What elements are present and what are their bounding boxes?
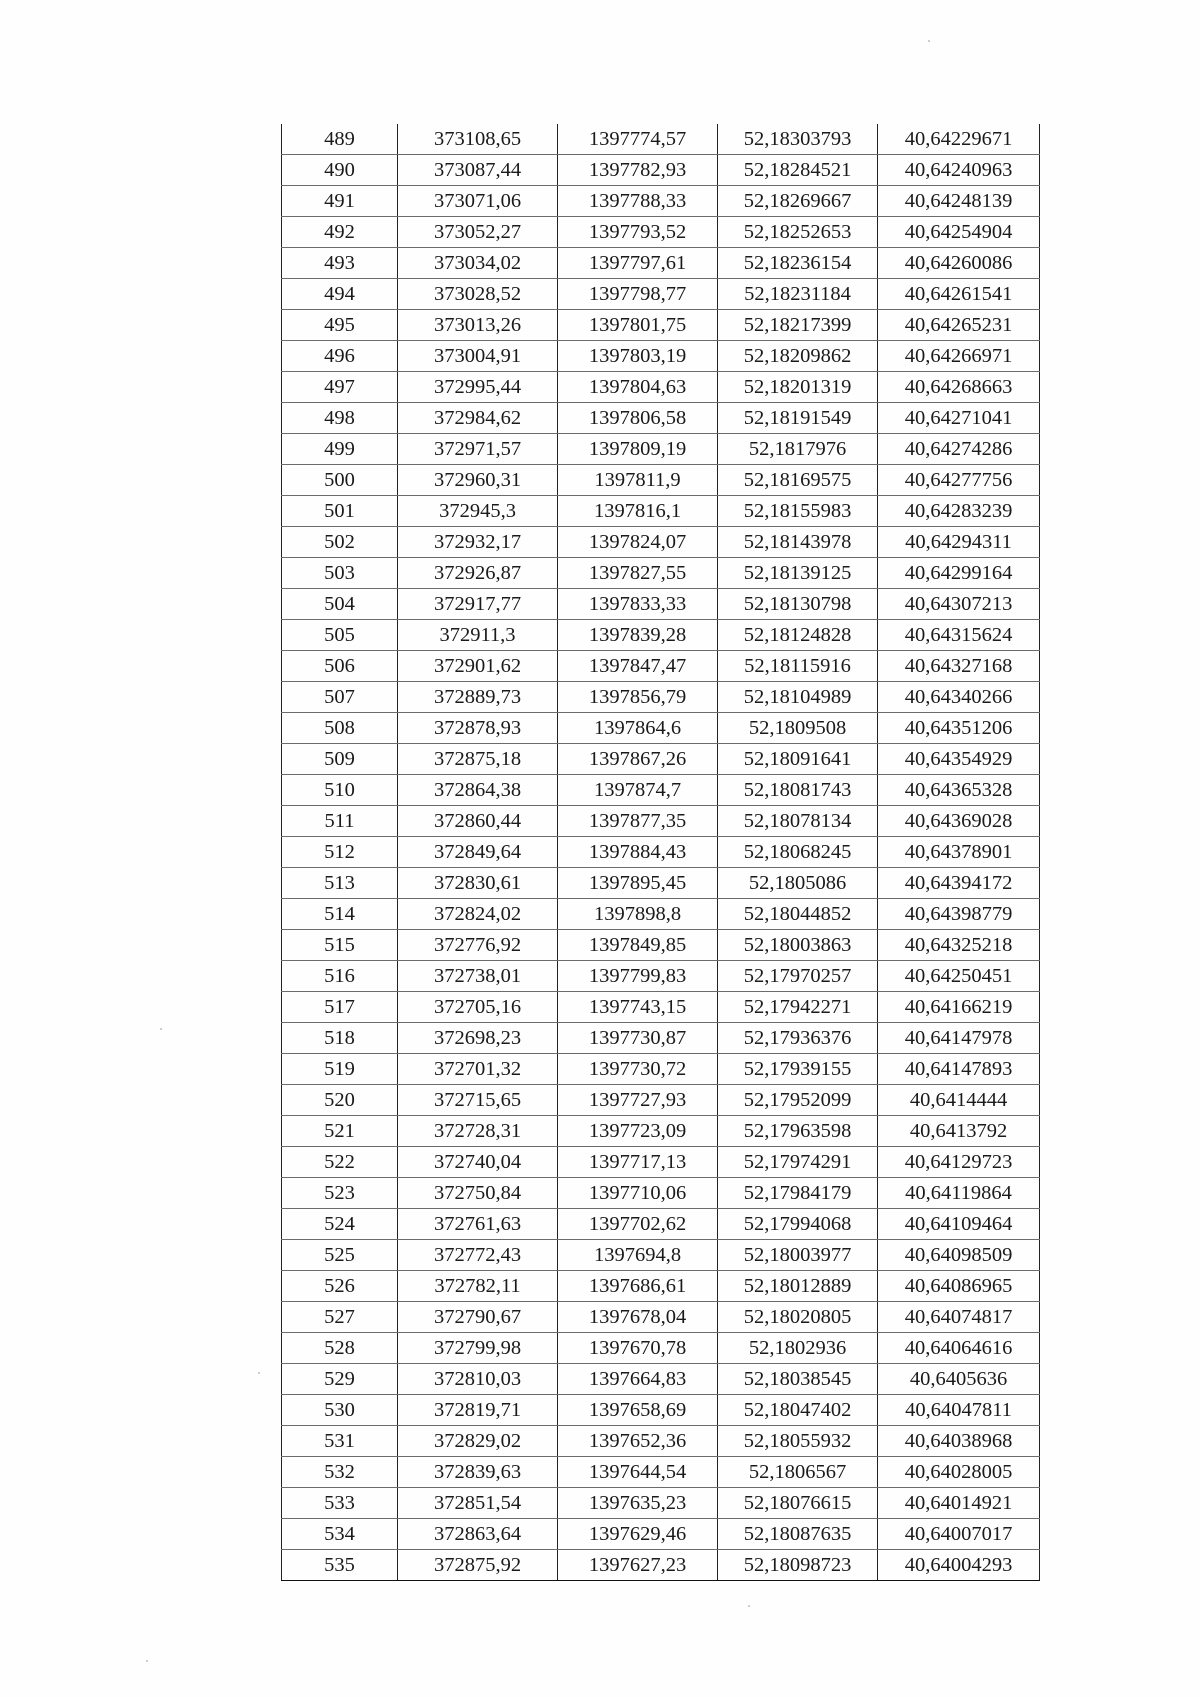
y-coordinate-cell: 1397635,23 xyxy=(558,1488,718,1519)
longitude-cell: 40,64277756 xyxy=(878,465,1040,496)
x-coordinate-cell: 372830,61 xyxy=(398,868,558,899)
x-coordinate-cell: 372945,3 xyxy=(398,496,558,527)
table-row xyxy=(282,1550,1040,1581)
longitude-cell: 40,64365328 xyxy=(878,775,1040,806)
x-coordinate-cell: 373052,27 xyxy=(398,217,558,248)
table-row xyxy=(282,434,1040,465)
table-row xyxy=(282,1457,1040,1488)
table-row xyxy=(282,1023,1040,1054)
point-number-cell: 505 xyxy=(282,620,398,651)
longitude-cell: 40,64109464 xyxy=(878,1209,1040,1240)
y-coordinate-cell: 1397710,06 xyxy=(558,1178,718,1209)
latitude-cell: 52,18104989 xyxy=(718,682,878,713)
latitude-cell: 52,17942271 xyxy=(718,992,878,1023)
table-row xyxy=(282,1147,1040,1178)
point-number-cell: 521 xyxy=(282,1116,398,1147)
longitude-cell: 40,64098509 xyxy=(878,1240,1040,1271)
latitude-cell: 52,1806567 xyxy=(718,1457,878,1488)
point-number-cell: 511 xyxy=(282,806,398,837)
longitude-cell: 40,64265231 xyxy=(878,310,1040,341)
table-row xyxy=(282,1054,1040,1085)
longitude-cell: 40,64047811 xyxy=(878,1395,1040,1426)
point-number-cell: 504 xyxy=(282,589,398,620)
table-row xyxy=(282,775,1040,806)
y-coordinate-cell: 1397774,57 xyxy=(558,124,718,155)
table-row xyxy=(282,837,1040,868)
table-row xyxy=(282,744,1040,775)
x-coordinate-cell: 372875,18 xyxy=(398,744,558,775)
point-number-cell: 510 xyxy=(282,775,398,806)
longitude-cell: 40,64340266 xyxy=(878,682,1040,713)
y-coordinate-cell: 1397799,83 xyxy=(558,961,718,992)
y-coordinate-cell: 1397658,69 xyxy=(558,1395,718,1426)
x-coordinate-cell: 373028,52 xyxy=(398,279,558,310)
point-number-cell: 534 xyxy=(282,1519,398,1550)
x-coordinate-cell: 372750,84 xyxy=(398,1178,558,1209)
longitude-cell: 40,64260086 xyxy=(878,248,1040,279)
point-number-cell: 522 xyxy=(282,1147,398,1178)
latitude-cell: 52,18130798 xyxy=(718,589,878,620)
latitude-cell: 52,18217399 xyxy=(718,310,878,341)
y-coordinate-cell: 1397678,04 xyxy=(558,1302,718,1333)
point-number-cell: 512 xyxy=(282,837,398,868)
longitude-cell: 40,64398779 xyxy=(878,899,1040,930)
x-coordinate-cell: 372864,38 xyxy=(398,775,558,806)
latitude-cell: 52,18078134 xyxy=(718,806,878,837)
latitude-cell: 52,18098723 xyxy=(718,1550,878,1581)
y-coordinate-cell: 1397730,87 xyxy=(558,1023,718,1054)
point-number-cell: 513 xyxy=(282,868,398,899)
y-coordinate-cell: 1397629,46 xyxy=(558,1519,718,1550)
coordinates-table-body xyxy=(282,124,1040,1581)
longitude-cell: 40,64166219 xyxy=(878,992,1040,1023)
latitude-cell: 52,18252653 xyxy=(718,217,878,248)
point-number-cell: 526 xyxy=(282,1271,398,1302)
longitude-cell: 40,64266971 xyxy=(878,341,1040,372)
longitude-cell: 40,64351206 xyxy=(878,713,1040,744)
longitude-cell: 40,64064616 xyxy=(878,1333,1040,1364)
point-number-cell: 529 xyxy=(282,1364,398,1395)
y-coordinate-cell: 1397856,79 xyxy=(558,682,718,713)
x-coordinate-cell: 373004,91 xyxy=(398,341,558,372)
latitude-cell: 52,17994068 xyxy=(718,1209,878,1240)
longitude-cell: 40,64004293 xyxy=(878,1550,1040,1581)
x-coordinate-cell: 372715,65 xyxy=(398,1085,558,1116)
latitude-cell: 52,18091641 xyxy=(718,744,878,775)
table-row xyxy=(282,1240,1040,1271)
longitude-cell: 40,64283239 xyxy=(878,496,1040,527)
point-number-cell: 506 xyxy=(282,651,398,682)
table-row xyxy=(282,1426,1040,1457)
longitude-cell: 40,64378901 xyxy=(878,837,1040,868)
latitude-cell: 52,18303793 xyxy=(718,124,878,155)
longitude-cell: 40,64250451 xyxy=(878,961,1040,992)
x-coordinate-cell: 372782,11 xyxy=(398,1271,558,1302)
longitude-cell: 40,64229671 xyxy=(878,124,1040,155)
table-row xyxy=(282,1333,1040,1364)
y-coordinate-cell: 1397867,26 xyxy=(558,744,718,775)
y-coordinate-cell: 1397702,62 xyxy=(558,1209,718,1240)
point-number-cell: 496 xyxy=(282,341,398,372)
y-coordinate-cell: 1397839,28 xyxy=(558,620,718,651)
longitude-cell: 40,64299164 xyxy=(878,558,1040,589)
table-row xyxy=(282,248,1040,279)
y-coordinate-cell: 1397793,52 xyxy=(558,217,718,248)
latitude-cell: 52,17963598 xyxy=(718,1116,878,1147)
y-coordinate-cell: 1397803,19 xyxy=(558,341,718,372)
y-coordinate-cell: 1397797,61 xyxy=(558,248,718,279)
longitude-cell: 40,64307213 xyxy=(878,589,1040,620)
x-coordinate-cell: 372911,3 xyxy=(398,620,558,651)
longitude-cell: 40,64086965 xyxy=(878,1271,1040,1302)
longitude-cell: 40,64325218 xyxy=(878,930,1040,961)
table-row xyxy=(282,961,1040,992)
latitude-cell: 52,1805086 xyxy=(718,868,878,899)
table-row xyxy=(282,1302,1040,1333)
y-coordinate-cell: 1397877,35 xyxy=(558,806,718,837)
y-coordinate-cell: 1397730,72 xyxy=(558,1054,718,1085)
longitude-cell: 40,64038968 xyxy=(878,1426,1040,1457)
point-number-cell: 508 xyxy=(282,713,398,744)
x-coordinate-cell: 372926,87 xyxy=(398,558,558,589)
table-row xyxy=(282,217,1040,248)
y-coordinate-cell: 1397884,43 xyxy=(558,837,718,868)
x-coordinate-cell: 372849,64 xyxy=(398,837,558,868)
y-coordinate-cell: 1397782,93 xyxy=(558,155,718,186)
table-row xyxy=(282,1116,1040,1147)
y-coordinate-cell: 1397824,07 xyxy=(558,527,718,558)
table-row xyxy=(282,496,1040,527)
point-number-cell: 500 xyxy=(282,465,398,496)
longitude-cell: 40,64294311 xyxy=(878,527,1040,558)
y-coordinate-cell: 1397816,1 xyxy=(558,496,718,527)
point-number-cell: 503 xyxy=(282,558,398,589)
point-number-cell: 489 xyxy=(282,124,398,155)
y-coordinate-cell: 1397811,9 xyxy=(558,465,718,496)
x-coordinate-cell: 372761,63 xyxy=(398,1209,558,1240)
x-coordinate-cell: 372772,43 xyxy=(398,1240,558,1271)
x-coordinate-cell: 372740,04 xyxy=(398,1147,558,1178)
table-row xyxy=(282,992,1040,1023)
latitude-cell: 52,18139125 xyxy=(718,558,878,589)
y-coordinate-cell: 1397864,6 xyxy=(558,713,718,744)
latitude-cell: 52,18284521 xyxy=(718,155,878,186)
longitude-cell: 40,64147978 xyxy=(878,1023,1040,1054)
x-coordinate-cell: 372810,03 xyxy=(398,1364,558,1395)
scan-speck xyxy=(146,1660,148,1662)
longitude-cell: 40,6405636 xyxy=(878,1364,1040,1395)
y-coordinate-cell: 1397809,19 xyxy=(558,434,718,465)
y-coordinate-cell: 1397627,23 xyxy=(558,1550,718,1581)
x-coordinate-cell: 372971,57 xyxy=(398,434,558,465)
table-row xyxy=(282,186,1040,217)
x-coordinate-cell: 372824,02 xyxy=(398,899,558,930)
longitude-cell: 40,64028005 xyxy=(878,1457,1040,1488)
latitude-cell: 52,18055932 xyxy=(718,1426,878,1457)
longitude-cell: 40,64369028 xyxy=(878,806,1040,837)
table-row xyxy=(282,651,1040,682)
longitude-cell: 40,6414444 xyxy=(878,1085,1040,1116)
latitude-cell: 52,1802936 xyxy=(718,1333,878,1364)
point-number-cell: 532 xyxy=(282,1457,398,1488)
y-coordinate-cell: 1397694,8 xyxy=(558,1240,718,1271)
table-row xyxy=(282,1209,1040,1240)
longitude-cell: 40,64271041 xyxy=(878,403,1040,434)
latitude-cell: 52,18169575 xyxy=(718,465,878,496)
point-number-cell: 516 xyxy=(282,961,398,992)
y-coordinate-cell: 1397898,8 xyxy=(558,899,718,930)
x-coordinate-cell: 372878,93 xyxy=(398,713,558,744)
point-number-cell: 502 xyxy=(282,527,398,558)
y-coordinate-cell: 1397652,36 xyxy=(558,1426,718,1457)
table-row xyxy=(282,465,1040,496)
table-row xyxy=(282,1519,1040,1550)
y-coordinate-cell: 1397644,54 xyxy=(558,1457,718,1488)
y-coordinate-cell: 1397874,7 xyxy=(558,775,718,806)
table-row xyxy=(282,713,1040,744)
table-row xyxy=(282,341,1040,372)
latitude-cell: 52,18231184 xyxy=(718,279,878,310)
x-coordinate-cell: 372863,64 xyxy=(398,1519,558,1550)
x-coordinate-cell: 373108,65 xyxy=(398,124,558,155)
table-row xyxy=(282,1178,1040,1209)
x-coordinate-cell: 372875,92 xyxy=(398,1550,558,1581)
longitude-cell: 40,64240963 xyxy=(878,155,1040,186)
latitude-cell: 52,18143978 xyxy=(718,527,878,558)
longitude-cell: 40,64315624 xyxy=(878,620,1040,651)
latitude-cell: 52,17970257 xyxy=(718,961,878,992)
latitude-cell: 52,18038545 xyxy=(718,1364,878,1395)
coordinates-table xyxy=(281,124,1040,1581)
latitude-cell: 52,17952099 xyxy=(718,1085,878,1116)
table-row xyxy=(282,1395,1040,1426)
x-coordinate-cell: 372932,17 xyxy=(398,527,558,558)
x-coordinate-cell: 372738,01 xyxy=(398,961,558,992)
longitude-cell: 40,64261541 xyxy=(878,279,1040,310)
latitude-cell: 52,18115916 xyxy=(718,651,878,682)
table-row xyxy=(282,558,1040,589)
longitude-cell: 40,64254904 xyxy=(878,217,1040,248)
longitude-cell: 40,64248139 xyxy=(878,186,1040,217)
y-coordinate-cell: 1397847,47 xyxy=(558,651,718,682)
x-coordinate-cell: 372839,63 xyxy=(398,1457,558,1488)
longitude-cell: 40,64268663 xyxy=(878,372,1040,403)
scan-speck xyxy=(748,1605,750,1607)
point-number-cell: 524 xyxy=(282,1209,398,1240)
latitude-cell: 52,18003863 xyxy=(718,930,878,961)
y-coordinate-cell: 1397743,15 xyxy=(558,992,718,1023)
y-coordinate-cell: 1397717,13 xyxy=(558,1147,718,1178)
point-number-cell: 523 xyxy=(282,1178,398,1209)
table-row xyxy=(282,1488,1040,1519)
x-coordinate-cell: 372851,54 xyxy=(398,1488,558,1519)
longitude-cell: 40,64274286 xyxy=(878,434,1040,465)
y-coordinate-cell: 1397670,78 xyxy=(558,1333,718,1364)
y-coordinate-cell: 1397827,55 xyxy=(558,558,718,589)
table-row xyxy=(282,589,1040,620)
table-row xyxy=(282,899,1040,930)
x-coordinate-cell: 372995,44 xyxy=(398,372,558,403)
y-coordinate-cell: 1397801,75 xyxy=(558,310,718,341)
y-coordinate-cell: 1397849,85 xyxy=(558,930,718,961)
latitude-cell: 52,18047402 xyxy=(718,1395,878,1426)
y-coordinate-cell: 1397727,93 xyxy=(558,1085,718,1116)
y-coordinate-cell: 1397664,83 xyxy=(558,1364,718,1395)
table-row xyxy=(282,1085,1040,1116)
table-row xyxy=(282,868,1040,899)
latitude-cell: 52,1817976 xyxy=(718,434,878,465)
point-number-cell: 499 xyxy=(282,434,398,465)
point-number-cell: 527 xyxy=(282,1302,398,1333)
x-coordinate-cell: 373034,02 xyxy=(398,248,558,279)
table-row xyxy=(282,527,1040,558)
x-coordinate-cell: 372889,73 xyxy=(398,682,558,713)
x-coordinate-cell: 372799,98 xyxy=(398,1333,558,1364)
latitude-cell: 52,18081743 xyxy=(718,775,878,806)
latitude-cell: 52,18012889 xyxy=(718,1271,878,1302)
longitude-cell: 40,64007017 xyxy=(878,1519,1040,1550)
x-coordinate-cell: 372960,31 xyxy=(398,465,558,496)
longitude-cell: 40,6413792 xyxy=(878,1116,1040,1147)
latitude-cell: 52,17984179 xyxy=(718,1178,878,1209)
point-number-cell: 530 xyxy=(282,1395,398,1426)
point-number-cell: 492 xyxy=(282,217,398,248)
x-coordinate-cell: 372698,23 xyxy=(398,1023,558,1054)
point-number-cell: 494 xyxy=(282,279,398,310)
point-number-cell: 491 xyxy=(282,186,398,217)
y-coordinate-cell: 1397833,33 xyxy=(558,589,718,620)
point-number-cell: 498 xyxy=(282,403,398,434)
table-row xyxy=(282,403,1040,434)
y-coordinate-cell: 1397804,63 xyxy=(558,372,718,403)
x-coordinate-cell: 372701,32 xyxy=(398,1054,558,1085)
latitude-cell: 52,18020805 xyxy=(718,1302,878,1333)
point-number-cell: 490 xyxy=(282,155,398,186)
latitude-cell: 52,18068245 xyxy=(718,837,878,868)
y-coordinate-cell: 1397686,61 xyxy=(558,1271,718,1302)
longitude-cell: 40,64394172 xyxy=(878,868,1040,899)
latitude-cell: 52,17939155 xyxy=(718,1054,878,1085)
point-number-cell: 525 xyxy=(282,1240,398,1271)
x-coordinate-cell: 372860,44 xyxy=(398,806,558,837)
latitude-cell: 52,18124828 xyxy=(718,620,878,651)
latitude-cell: 52,1809508 xyxy=(718,713,878,744)
x-coordinate-cell: 372917,77 xyxy=(398,589,558,620)
x-coordinate-cell: 372819,71 xyxy=(398,1395,558,1426)
point-number-cell: 495 xyxy=(282,310,398,341)
y-coordinate-cell: 1397788,33 xyxy=(558,186,718,217)
table-row xyxy=(282,682,1040,713)
table-row xyxy=(282,310,1040,341)
x-coordinate-cell: 372901,62 xyxy=(398,651,558,682)
x-coordinate-cell: 373013,26 xyxy=(398,310,558,341)
point-number-cell: 514 xyxy=(282,899,398,930)
point-number-cell: 519 xyxy=(282,1054,398,1085)
latitude-cell: 52,18201319 xyxy=(718,372,878,403)
longitude-cell: 40,64014921 xyxy=(878,1488,1040,1519)
longitude-cell: 40,64074817 xyxy=(878,1302,1040,1333)
point-number-cell: 501 xyxy=(282,496,398,527)
latitude-cell: 52,18236154 xyxy=(718,248,878,279)
longitude-cell: 40,64129723 xyxy=(878,1147,1040,1178)
y-coordinate-cell: 1397798,77 xyxy=(558,279,718,310)
y-coordinate-cell: 1397806,58 xyxy=(558,403,718,434)
point-number-cell: 507 xyxy=(282,682,398,713)
latitude-cell: 52,17936376 xyxy=(718,1023,878,1054)
latitude-cell: 52,18003977 xyxy=(718,1240,878,1271)
point-number-cell: 535 xyxy=(282,1550,398,1581)
table-row xyxy=(282,1271,1040,1302)
table-row xyxy=(282,1364,1040,1395)
latitude-cell: 52,18155983 xyxy=(718,496,878,527)
scan-speck xyxy=(258,1372,260,1374)
x-coordinate-cell: 372728,31 xyxy=(398,1116,558,1147)
latitude-cell: 52,18044852 xyxy=(718,899,878,930)
point-number-cell: 531 xyxy=(282,1426,398,1457)
latitude-cell: 52,18209862 xyxy=(718,341,878,372)
longitude-cell: 40,64354929 xyxy=(878,744,1040,775)
table-row xyxy=(282,806,1040,837)
x-coordinate-cell: 372705,16 xyxy=(398,992,558,1023)
longitude-cell: 40,64147893 xyxy=(878,1054,1040,1085)
table-row xyxy=(282,279,1040,310)
table-row xyxy=(282,124,1040,155)
point-number-cell: 493 xyxy=(282,248,398,279)
scan-speck xyxy=(928,40,930,42)
x-coordinate-cell: 373087,44 xyxy=(398,155,558,186)
point-number-cell: 520 xyxy=(282,1085,398,1116)
point-number-cell: 509 xyxy=(282,744,398,775)
point-number-cell: 517 xyxy=(282,992,398,1023)
x-coordinate-cell: 372776,92 xyxy=(398,930,558,961)
point-number-cell: 497 xyxy=(282,372,398,403)
y-coordinate-cell: 1397723,09 xyxy=(558,1116,718,1147)
longitude-cell: 40,64327168 xyxy=(878,651,1040,682)
table-row xyxy=(282,155,1040,186)
point-number-cell: 515 xyxy=(282,930,398,961)
latitude-cell: 52,17974291 xyxy=(718,1147,878,1178)
x-coordinate-cell: 373071,06 xyxy=(398,186,558,217)
y-coordinate-cell: 1397895,45 xyxy=(558,868,718,899)
x-coordinate-cell: 372790,67 xyxy=(398,1302,558,1333)
x-coordinate-cell: 372829,02 xyxy=(398,1426,558,1457)
latitude-cell: 52,18269667 xyxy=(718,186,878,217)
latitude-cell: 52,18087635 xyxy=(718,1519,878,1550)
longitude-cell: 40,64119864 xyxy=(878,1178,1040,1209)
point-number-cell: 528 xyxy=(282,1333,398,1364)
table-row xyxy=(282,620,1040,651)
latitude-cell: 52,18076615 xyxy=(718,1488,878,1519)
latitude-cell: 52,18191549 xyxy=(718,403,878,434)
point-number-cell: 518 xyxy=(282,1023,398,1054)
x-coordinate-cell: 372984,62 xyxy=(398,403,558,434)
table-row xyxy=(282,930,1040,961)
scan-speck xyxy=(160,1028,162,1030)
point-number-cell: 533 xyxy=(282,1488,398,1519)
table-row xyxy=(282,372,1040,403)
